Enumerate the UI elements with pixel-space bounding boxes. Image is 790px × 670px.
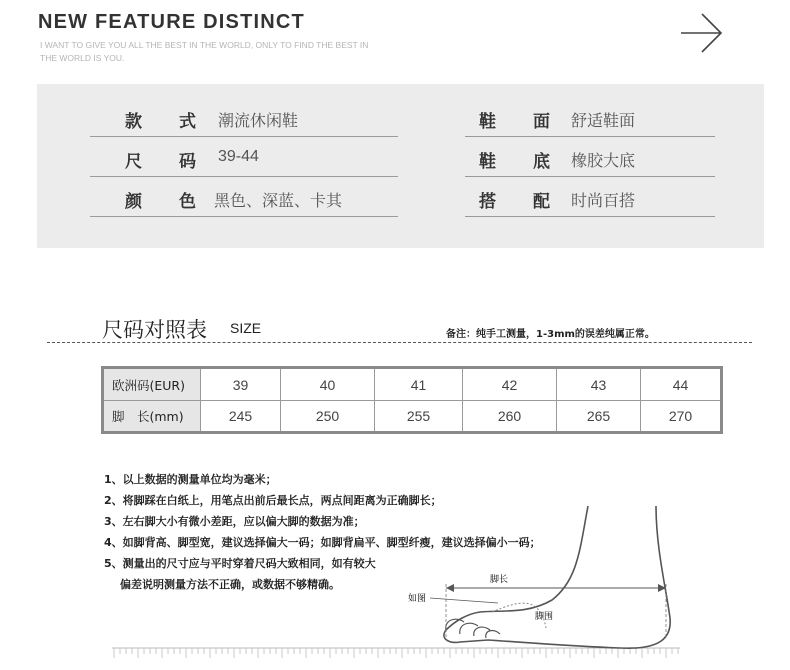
spec-label-char: 款 <box>125 112 142 132</box>
dashed-divider <box>47 342 752 343</box>
spec-label-char: 色 <box>179 192 196 212</box>
table-cell: 265 <box>556 401 640 431</box>
row-header: 欧洲码(EUR) <box>104 369 200 400</box>
instruction-item: 1、以上数据的测量单位均为毫米； <box>104 473 277 486</box>
spec-label-char: 配 <box>533 192 550 212</box>
divider <box>90 216 398 217</box>
page-subtitle: I WANT TO GIVE YOU ALL THE BEST IN THE WORLD, ONLY TO FIND THE BEST IN THE WORLD IS YOU. <box>40 40 369 63</box>
spec-label-char: 面 <box>533 112 550 132</box>
label-as-shown: 如图 <box>408 594 427 604</box>
arrow-left-icon <box>446 584 454 592</box>
spec-label-char: 尺 <box>125 152 142 172</box>
instruction-item: 2、将脚踩在白纸上，用笔点出前后最长点，两点间距离为正确脚长； <box>104 494 442 507</box>
page-title: NEW FEATURE DISTINCT <box>38 11 305 33</box>
spec-value: 黑色、深蓝、卡其 <box>214 191 343 210</box>
table-cell: 39 <box>200 369 280 400</box>
spec-label-char: 搭 <box>479 192 496 212</box>
instruction-item: 5、测量出的尺寸应与平时穿着尺码大致相同，如有较大 <box>104 557 376 570</box>
table-cell: 43 <box>556 369 640 400</box>
instruction-item: 3、左右脚大小有微小差距，应以偏大脚的数据为准； <box>104 515 365 528</box>
spec-value: 舒适鞋面 <box>571 111 636 130</box>
ruler-ticks <box>114 648 678 658</box>
label-foot-length: 脚长 <box>490 575 509 585</box>
size-chart-note: 备注：纯手工测量，1-3mm的误差纯属正常。 <box>446 329 655 340</box>
instruction-item: 4、如脚背高、脚型宽，建议选择偏大一码；如脚背扁平、脚型纤瘦，建议选择偏小一码； <box>104 536 541 549</box>
spec-label-char: 码 <box>179 152 196 172</box>
spec-row-match <box>465 177 715 217</box>
foot-outline <box>444 506 670 648</box>
table-cell: 255 <box>374 401 462 431</box>
spec-row-upper <box>465 97 715 137</box>
table-cell: 40 <box>280 369 374 400</box>
label-foot-girth: 脚围 <box>535 612 554 622</box>
spec-row-color <box>90 177 398 217</box>
spec-row-size <box>90 137 398 177</box>
table-cell: 260 <box>462 401 556 431</box>
toe-outlines <box>446 619 500 638</box>
table-cell: 44 <box>640 369 720 400</box>
spec-row-sole <box>465 137 715 177</box>
spec-value: 橡胶大底 <box>571 151 636 170</box>
spec-label-char: 鞋 <box>479 152 496 172</box>
size-chart-subtitle: SIZE <box>230 320 262 336</box>
spec-label-char: 底 <box>533 152 550 172</box>
table-row-length <box>104 400 720 431</box>
spec-label-char: 鞋 <box>479 112 496 132</box>
spec-row-style <box>90 97 398 137</box>
table-cell: 42 <box>462 369 556 400</box>
size-chart-title: 尺码对照表 <box>102 318 207 342</box>
instruction-item: 偏差说明测量方法不正确，或数据不够精确。 <box>120 578 340 591</box>
spec-value: 时尚百搭 <box>571 191 636 210</box>
row-header: 脚 长(mm) <box>104 401 200 431</box>
table-row-eur <box>104 369 720 400</box>
spec-panel <box>37 84 764 248</box>
pointer-line <box>430 598 498 603</box>
spec-value: 潮流休闲鞋 <box>218 111 299 130</box>
spec-value: 39-44 <box>218 148 259 165</box>
divider <box>465 216 715 217</box>
arrow-right-icon <box>680 12 724 54</box>
spec-label-char: 式 <box>179 112 196 132</box>
table-cell: 270 <box>640 401 720 431</box>
table-cell: 250 <box>280 401 374 431</box>
spec-label-char: 颜 <box>125 192 142 212</box>
table-cell: 245 <box>200 401 280 431</box>
size-table <box>101 366 723 434</box>
table-cell: 41 <box>374 369 462 400</box>
